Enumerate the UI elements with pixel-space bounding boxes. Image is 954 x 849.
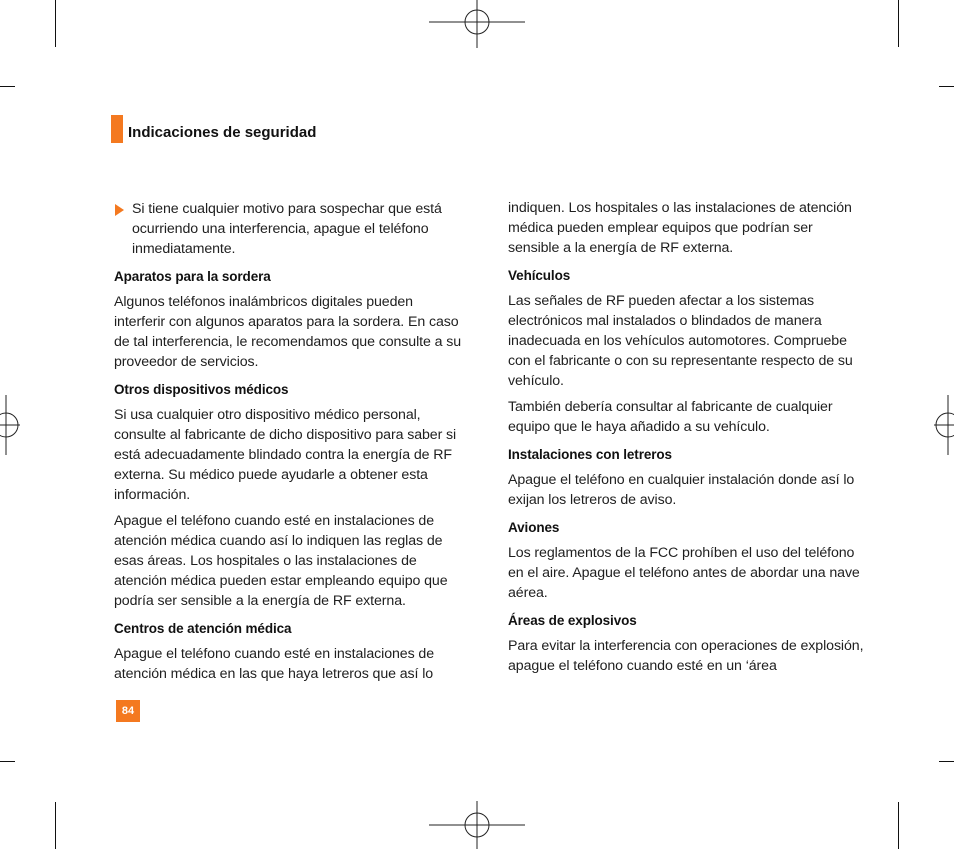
right-column [508, 198, 864, 682]
crop-mark [55, 0, 56, 47]
crop-mark [0, 86, 15, 87]
paragraph: Los reglamentos de la FCC prohíben el uso del teléfono en el aire. Apague el teléfono antes de abordar una nave aérea. [508, 545, 860, 601]
paragraph: Apague el teléfono en cualquier instalación donde así lo exijan los letreros de aviso. [508, 472, 855, 508]
section-heading: Centros de atención médica [114, 621, 292, 636]
paragraph: También debería consultar al fabricante de cualquier equipo que le haya añadido a su vehículo. [508, 399, 833, 435]
page-title: Indicaciones de seguridad [128, 124, 317, 141]
crosshair-icon [934, 395, 954, 455]
paragraph: indiquen. Los hospitales o las instalaciones de atención médica pueden emplear equipos que podrían ser sensible a la energía de RF externa. [508, 200, 852, 256]
section-heading: Áreas de explosivos [508, 613, 637, 628]
left-column [114, 199, 464, 690]
bullet-text: Si tiene cualquier motivo para sospechar que está ocurriendo una interferencia, apague el teléfono inmediatamente. [132, 201, 442, 257]
bullet-item [114, 199, 464, 259]
section-heading: Aparatos para la sordera [114, 269, 271, 284]
crop-mark [898, 802, 899, 849]
crop-mark [939, 761, 954, 762]
crop-mark [898, 0, 899, 47]
paragraph: Para evitar la interferencia con operaciones de explosión, apague el teléfono cuando esté en un ‘área [508, 638, 864, 674]
crop-mark [55, 802, 56, 849]
crosshair-icon [429, 0, 525, 48]
section-heading: Aviones [508, 520, 560, 535]
paragraph: Apague el teléfono cuando esté en instalaciones de atención médica en las que haya letreros que así lo [114, 646, 434, 682]
page-number: 84 [116, 700, 140, 722]
section-heading: Vehículos [508, 268, 571, 283]
crosshair-icon [0, 395, 20, 455]
paragraph: Las señales de RF pueden afectar a los sistemas electrónicos mal instalados o blindados de manera inadecuada en los vehículos automotores. Compruebe con el fabricante o con su representante respecto de su vehículo. [508, 293, 853, 389]
paragraph: Apague el teléfono cuando esté en instalaciones de atención médica cuando así lo indiquen las reglas de esas áreas. Los hospitales o las instalaciones de atención médica pueden estar empleando equipo que podría ser sensible a la energía de RF externa. [114, 513, 448, 609]
section-heading: Instalaciones con letreros [508, 447, 672, 462]
crosshair-icon [429, 801, 525, 849]
section-heading: Otros dispositivos médicos [114, 382, 289, 397]
paragraph: Algunos teléfonos inalámbricos digitales pueden interferir con algunos aparatos para la sordera. En caso de tal interferencia, le recomendamos que consulte a su proveedor de servicios. [114, 294, 462, 370]
triangle-right-icon [115, 204, 124, 216]
paragraph: Si usa cualquier otro dispositivo médico personal, consulte al fabricante de dicho dispositivo para saber si está adecuadamente blindado contra la energía de RF externa. Su médico puede ayudarle a obtener esta información. [114, 407, 457, 503]
crop-mark [939, 86, 954, 87]
header-accent-bar [111, 115, 123, 143]
crop-mark [0, 761, 15, 762]
